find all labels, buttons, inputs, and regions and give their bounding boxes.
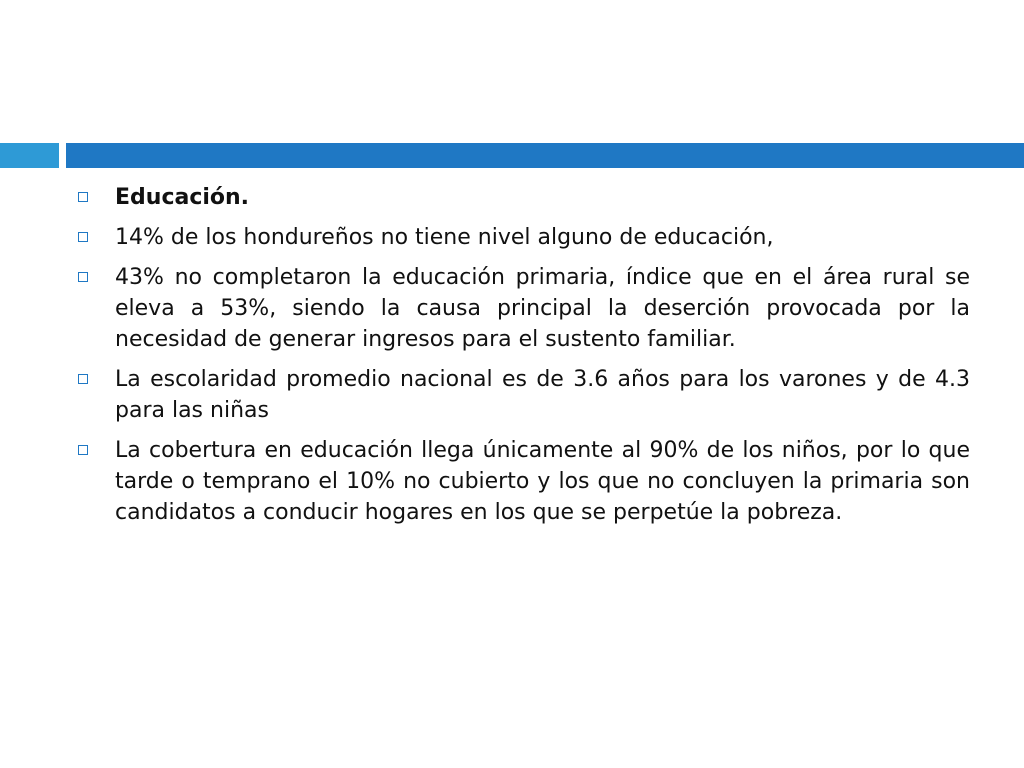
square-bullet-icon [78, 374, 88, 384]
bullet-text: La escolaridad promedio nacional es de 3.6 años para los varones y de 4.3 para las niñas [115, 367, 970, 423]
square-bullet-icon [78, 192, 88, 202]
list-item [78, 182, 970, 213]
bullet-list [78, 182, 970, 537]
bullet-text: La cobertura en educación llega únicamente al 90% de los niños, por lo que tarde o temprano el 10% no cubierto y los que no concluyen la primaria son candidatos a conducir hogares en los que se perpetúe la pobreza. [115, 438, 970, 525]
header-accent-bar-small [0, 143, 59, 168]
header-accent-bar [66, 143, 1024, 168]
square-bullet-icon [78, 232, 88, 242]
square-bullet-icon [78, 445, 88, 455]
bullet-text: 43% no completaron la educación primaria, índice que en el área rural se eleva a 53%, siendo la causa principal la deserción provocada por la necesidad de generar ingresos para el sustento familiar. [115, 265, 970, 352]
bullet-text-heading: Educación. [115, 185, 250, 210]
list-item [78, 364, 970, 426]
list-item [78, 262, 970, 355]
square-bullet-icon [78, 272, 88, 282]
bullet-text: 14% de los hondureños no tiene nivel alguno de educación, [115, 225, 774, 250]
list-item [78, 222, 970, 253]
list-item [78, 435, 970, 528]
